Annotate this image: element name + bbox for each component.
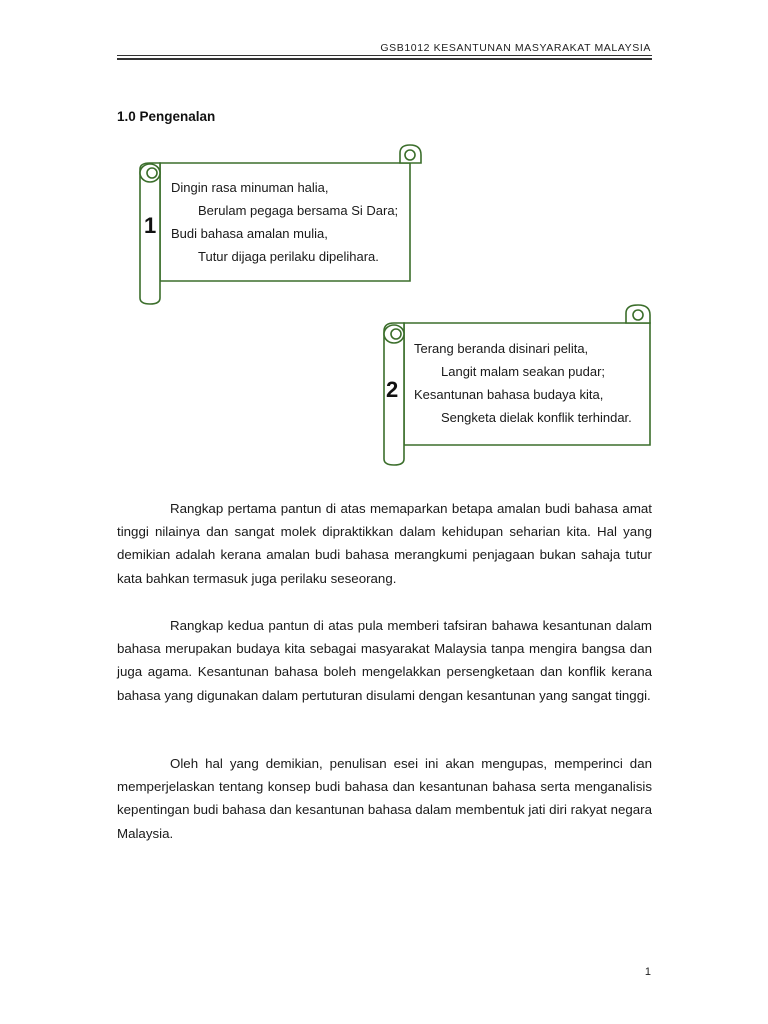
section-heading: 1.0 Pengenalan — [117, 109, 216, 124]
verse-line: Berulam pegaga bersama Si Dara; — [198, 203, 399, 218]
pantun-1-verse — [171, 176, 398, 268]
verse-line: Langit malam seakan pudar; — [441, 364, 606, 379]
verse-line: Budi bahasa amalan mulia, — [171, 226, 328, 241]
body-paragraph-2: Rangkap kedua pantun di atas pula memberi tafsiran bahawa kesantunan dalam bahasa merupakan budaya kita sebagai masyarakat Malaysia tanpa mengira bangsa dan juga agama. Kesantunan bahasa boleh mengelakkan persengketaan dan konflik kerana bahasa yang digunakan dalam pertuturan disulami dengan kesantunan yang sangat tinggi. — [117, 618, 652, 703]
pantun-number-2: 2 — [386, 377, 399, 402]
verse-line: Terang beranda disinari pelita, — [414, 341, 589, 356]
body-paragraph-1: Rangkap pertama pantun di atas memaparkan betapa amalan budi bahasa amat tinggi nilainya dan sangat molek dipraktikkan dalam kehidupan seharian kita. Hal yang demikian adalah kerana amalan budi bahasa merangkumi penjagaan bukan sahaja tutur kata bahkan termasuk juga perilaku seseorang. — [117, 501, 652, 586]
page-number: 1 — [644, 966, 651, 978]
pantun-number-1: 1 — [144, 213, 157, 238]
verse-line: Sengketa dielak konflik terhindar. — [441, 410, 632, 425]
verse-line: Tutur dijaga perilaku dipelihara. — [198, 249, 379, 264]
running-header: GSB1012 KESANTUNAN MASYARAKAT MALAYSIA — [380, 42, 651, 54]
header-rule-thin — [117, 55, 652, 56]
verse-line: Dingin rasa minuman halia, — [171, 180, 329, 195]
verse-line: Kesantunan bahasa budaya kita, — [414, 387, 604, 402]
pantun-2-verse — [414, 337, 632, 429]
header-rule-thick — [117, 58, 652, 60]
body-paragraph-3: Oleh hal yang demikian, penulisan esei ini akan mengupas, memperinci dan memperjelaskan tentang konsep budi bahasa dan kesantunan bahasa serta menganalisis kepentingan budi bahasa dan kesantunan bahasa dalam membentuk jati diri rakyat negara Malaysia. — [117, 756, 652, 841]
